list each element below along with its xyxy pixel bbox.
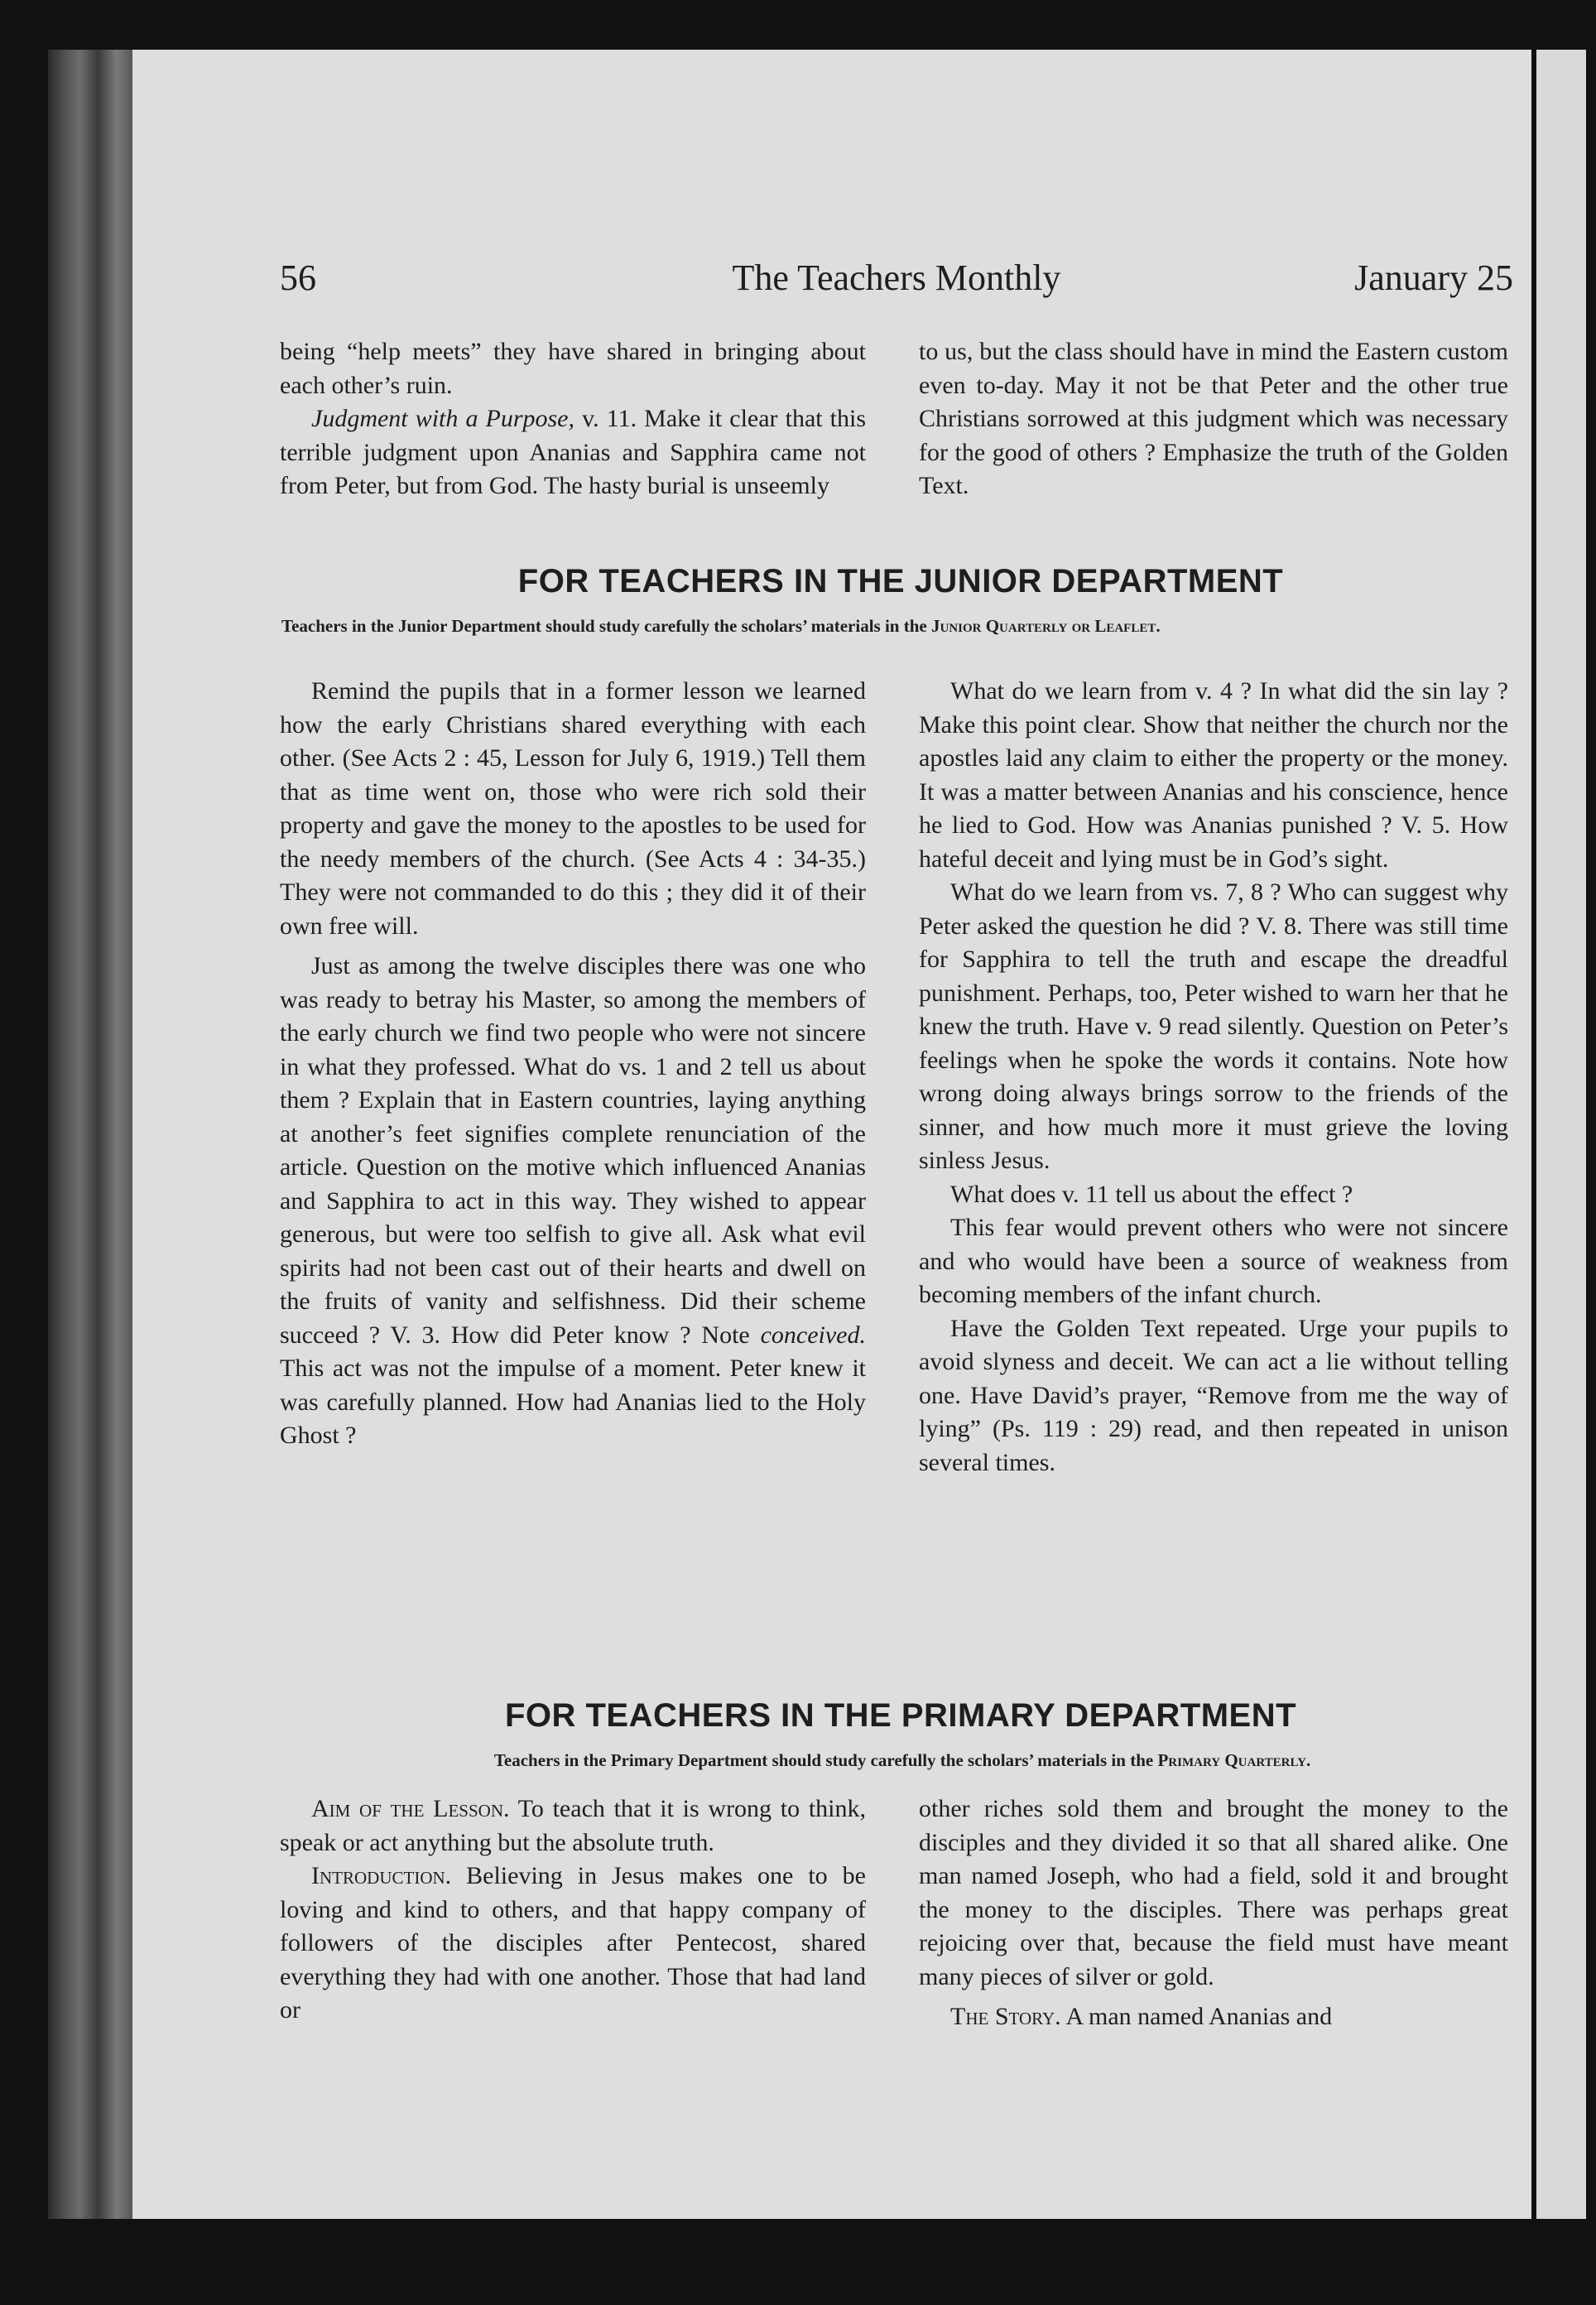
run-in-heading: Judgment with a Purpose, bbox=[311, 405, 575, 432]
running-header bbox=[280, 257, 1513, 315]
paragraph: What do we learn from v. 4 ? In what did the sin lay ? Make this point clear. Show that neither the church nor the apostles laid any claim to either the property or the money. It was a matter between Ananias and his conscience, hence he lied to God. How was Ananias punished ? V. 5. How hateful deceit and lying must be in God’s sight. bbox=[919, 677, 1508, 873]
journal-title: The Teachers Monthly bbox=[732, 257, 1061, 298]
junior-department-note: Teachers in the Junior Department should study carefully the scholars’ materials in the Junior Quarterly or Leaflet. bbox=[281, 616, 1161, 636]
paragraph: to us, but the class should have in mind the Eastern custom even to-day. May it not be that Peter and the other true Christians sorrowed at this judgment which was necessary for the good of others ? Emphasize the truth of the Golden Text. bbox=[919, 338, 1508, 499]
primary-right-column bbox=[919, 1793, 1508, 2034]
paragraph: Remind the pupils that in a former lesson we learned how the early Christians shared everything with each other. (See Acts 2 : 45, Lesson for July 6, 1919.) Tell them that as time went on, those who were rich sold their property and gave the money to the apostles to be used for the needy members of the church. (See Acts 4 : 34-35.) They were not commanded to do this ; they did it of their own free will. bbox=[280, 677, 866, 940]
junior-right-column bbox=[919, 675, 1508, 1480]
issue-date: January 25 bbox=[1354, 257, 1513, 298]
run-in-heading: Introduction. bbox=[311, 1862, 452, 1889]
paragraph: Judgment with a Purpose, v. 11. Make it clear that this terrible judgment upon Ananias and Sapphira came not from Peter, but from God. The hasty burial is unseemly bbox=[280, 405, 867, 499]
page-number: 56 bbox=[280, 257, 316, 298]
paragraph: Introduction. Believing in Jesus makes one to be loving and kind to others, and that happy company of followers of the disciples after Pentecost, shared everything they had with one another. Those that had land or bbox=[280, 1862, 866, 2023]
paragraph: Aim of the Lesson. To teach that it is wrong to think, speak or act anything but the absolute truth. bbox=[280, 1795, 866, 1856]
paragraph: Just as among the twelve disciples there was one who was ready to betray his Master, so among the members of the early church we find two people who were not sincere in what they professed. What do vs. 1 and 2 tell us about them ? Explain that in Eastern countries, laying anything at another’s feet signifies complete renunciation of the article. Question on the motive which influenced Ananias and Sapphira to act in this way. They wished to appear generous, but were too selfish to give all. Ask what evil spirits had not been cast out of their hearts and dwell on the fruits of vanity and selfishness. Did their scheme succeed ? V. 3. How did Peter know ? Note conceived. This act was not the impulse of a moment. Peter knew it was carefully planned. How had Ananias lied to the Holy Ghost ? bbox=[280, 952, 866, 1449]
junior-department-heading: FOR TEACHERS IN THE JUNIOR DEPARTMENT bbox=[517, 563, 1284, 599]
book-page bbox=[132, 50, 1531, 2219]
top-right-column bbox=[919, 335, 1508, 503]
paragraph: Have the Golden Text repeated. Urge your pupils to avoid slyness and deceit. We can act a lie without telling one. Have David’s prayer, “Remove from me the way of lying” (Ps. 119 : 29) read, and then repeated in unison several times. bbox=[919, 1314, 1508, 1476]
paragraph: What do we learn from vs. 7, 8 ? Who can suggest why Peter asked the question he did ? V. 8. There was still time for Sapphira to tell the truth and escape the dreadful punishment. Perhaps, too, Peter wished to warn her that he knew the truth. Have v. 9 read silently. Question on Peter’s feelings when he spoke the words it contains. Note how wrong doing always brings sorrow to the friends of the sinner, and how much more it must grieve the loving sinless Jesus. bbox=[919, 878, 1508, 1174]
primary-left-column bbox=[280, 1793, 866, 2028]
run-in-heading: Aim of the Lesson. bbox=[311, 1795, 510, 1822]
paragraph: The Story. A man named Ananias and bbox=[950, 2003, 1333, 2030]
paragraph: other riches sold them and brought the money to the disciples and they divided it so that all shared alike. One man named Joseph, who had a field, sold it and brought the money to the disciples. There was perhaps great rejoicing over that, because the field must have meant many pieces of silver or gold. bbox=[919, 1795, 1508, 1990]
run-in-heading: The Story. bbox=[950, 2003, 1061, 2030]
primary-department-heading: FOR TEACHERS IN THE PRIMARY DEPARTMENT bbox=[504, 1697, 1297, 1734]
paragraph: What does v. 11 tell us about the effect ? bbox=[950, 1180, 1353, 1208]
next-page-edge bbox=[1536, 50, 1586, 2219]
junior-left-column bbox=[280, 675, 866, 1453]
paragraph: This fear would prevent others who were not sincere and who would have been a source of weakness from becoming members of the infant church. bbox=[919, 1214, 1508, 1308]
paragraph: being “help meets” they have shared in bringing about each other’s ruin. bbox=[280, 338, 866, 399]
primary-department-note: Teachers in the Primary Department should study carefully the scholars’ materials in the Primary Quarterly. bbox=[493, 1750, 1311, 1770]
book-spine bbox=[48, 50, 139, 2219]
top-left-column bbox=[280, 335, 866, 503]
